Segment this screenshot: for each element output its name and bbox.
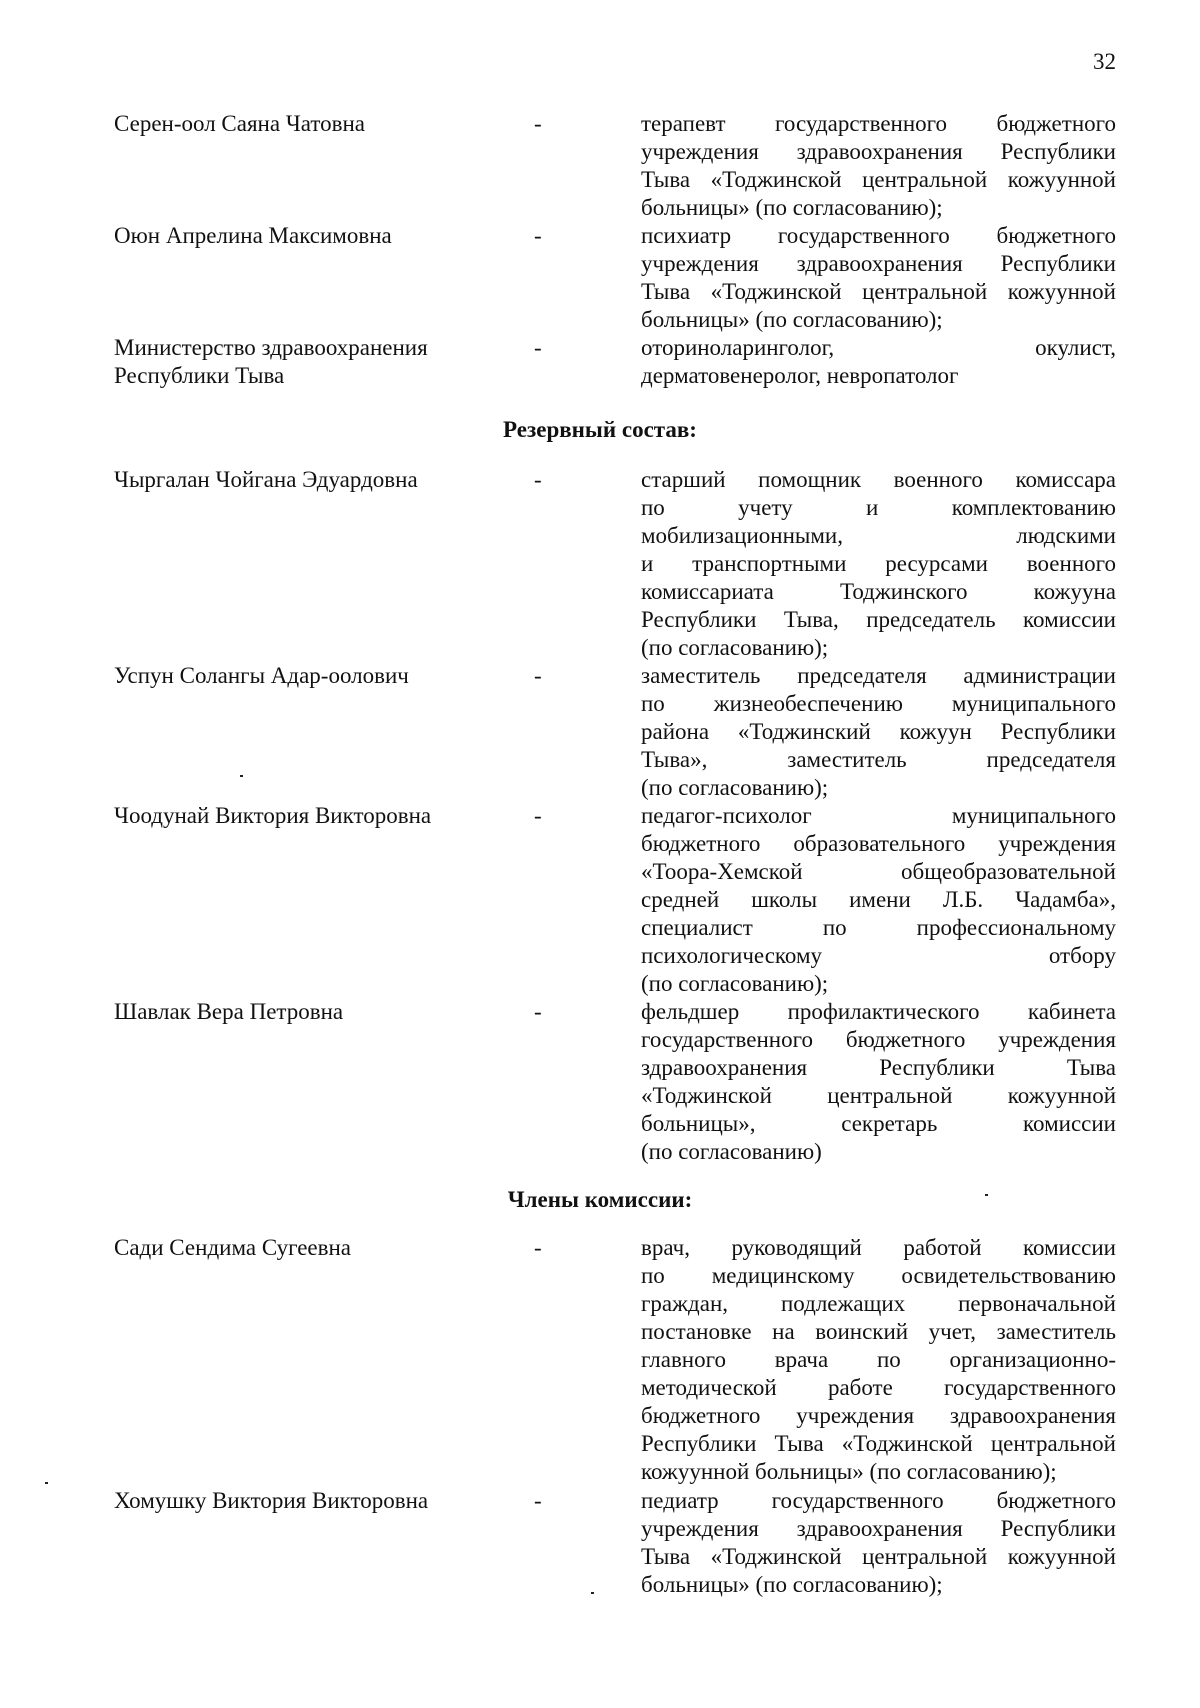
member-name-line: Республики Тыва bbox=[114, 363, 285, 388]
description-line: больницы» (по согласованию); bbox=[641, 195, 943, 220]
description-line: терапевт государственного бюджетного bbox=[641, 111, 1116, 136]
description-line: специалист по профессиональному bbox=[641, 915, 1116, 940]
description-line: (по согласованию); bbox=[641, 971, 829, 996]
description-line: Республики Тыва, председатель комиссии bbox=[641, 607, 1116, 632]
description-line: методической работе государственного bbox=[641, 1375, 1116, 1400]
description-line: кожуунной больницы» (по согласованию); bbox=[641, 1459, 1057, 1484]
member-name bbox=[114, 110, 494, 138]
member-description bbox=[641, 334, 1116, 390]
dash-separator: - bbox=[534, 335, 542, 360]
member-name-line: Серен-оол Саяна Чатовна bbox=[114, 111, 366, 136]
description-line: по медицинскому освидетельствованию bbox=[641, 1263, 1116, 1288]
member-description bbox=[641, 802, 1116, 998]
reserve-section-heading: Резервный состав: bbox=[503, 417, 697, 442]
member-description bbox=[641, 1487, 1116, 1599]
description-line: здравоохранения Республики Тыва bbox=[641, 1055, 1116, 1080]
member-description bbox=[641, 662, 1116, 802]
description-line: дерматовенеролог, невропатолог bbox=[641, 363, 959, 388]
member-name bbox=[114, 998, 494, 1026]
description-line: главного врача по организационно- bbox=[641, 1347, 1116, 1372]
member-description bbox=[641, 1234, 1116, 1486]
dash-separator: - bbox=[534, 663, 542, 688]
member-name bbox=[114, 334, 494, 390]
description-line: врач, руководящий работой комиссии bbox=[641, 1235, 1116, 1260]
page-number: 32 bbox=[1093, 49, 1116, 74]
description-line: и транспортными ресурсами военного bbox=[641, 551, 1116, 576]
description-line: «Тоора-Хемской общеобразовательной bbox=[641, 859, 1116, 884]
description-line: заместитель председателя администрации bbox=[641, 663, 1116, 688]
dash-separator: - bbox=[534, 803, 542, 828]
dash-separator: - bbox=[534, 999, 542, 1024]
description-line: постановке на воинский учет, заместитель bbox=[641, 1319, 1116, 1344]
description-line: района «Тоджинский кожуун Республики bbox=[641, 719, 1116, 744]
description-line: педагог-психолог муниципального bbox=[641, 803, 1116, 828]
member-name-line: Оюн Апрелина Максимовна bbox=[114, 223, 392, 248]
scan-speck bbox=[240, 775, 243, 777]
description-line: Республики Тыва «Тоджинской центральной bbox=[641, 1431, 1116, 1456]
member-description bbox=[641, 466, 1116, 662]
scan-speck bbox=[45, 1482, 48, 1484]
description-line: комиссариата Тоджинского кожууна bbox=[641, 579, 1116, 604]
dash-separator: - bbox=[534, 111, 542, 136]
description-line: (по согласованию) bbox=[641, 1139, 822, 1164]
description-line: средней школы имени Л.Б. Чадамба», bbox=[641, 887, 1116, 912]
description-line: государственного бюджетного учреждения bbox=[641, 1027, 1116, 1052]
member-name bbox=[114, 1234, 494, 1262]
description-line: старший помощник военного комиссара bbox=[641, 467, 1116, 492]
member-name-line: Хомушку Виктория Викторовна bbox=[114, 1488, 429, 1513]
commission-section-heading: Члены комиссии: bbox=[507, 1187, 693, 1212]
description-line: по учету и комплектованию bbox=[641, 495, 1116, 520]
description-line: Тыва «Тоджинской центральной кожуунной bbox=[641, 279, 1116, 304]
dash-separator: - bbox=[534, 467, 542, 492]
member-name-line: Чоодунай Виктория Викторовна bbox=[114, 803, 432, 828]
description-line: больницы» (по согласованию); bbox=[641, 307, 943, 332]
description-line: Тыва «Тоджинской центральной кожуунной bbox=[641, 1544, 1116, 1569]
member-name bbox=[114, 802, 494, 830]
scan-speck bbox=[985, 1194, 988, 1196]
description-line: Тыва», заместитель председателя bbox=[641, 747, 1116, 772]
member-name-line: Успун Солангы Адар-оолович bbox=[114, 663, 409, 688]
member-name-line: Чыргалан Чойгана Эдуардовна bbox=[114, 467, 418, 492]
description-line: оториноларинголог, окулист, bbox=[641, 335, 1116, 360]
member-description bbox=[641, 110, 1116, 222]
scan-speck bbox=[591, 1592, 594, 1594]
description-line: фельдшер профилактического кабинета bbox=[641, 999, 1116, 1024]
member-name-line: Шавлак Вера Петровна bbox=[114, 999, 344, 1024]
description-line: Тыва «Тоджинской центральной кожуунной bbox=[641, 167, 1116, 192]
description-line: учреждения здравоохранения Республики bbox=[641, 251, 1116, 276]
description-line: психиатр государственного бюджетного bbox=[641, 223, 1116, 248]
dash-separator: - bbox=[534, 1488, 542, 1513]
dash-separator: - bbox=[534, 1235, 542, 1260]
description-line: мобилизационными, людскими bbox=[641, 523, 1116, 548]
member-name bbox=[114, 222, 494, 250]
description-line: граждан, подлежащих первоначальной bbox=[641, 1291, 1116, 1316]
description-line: по жизнеобеспечению муниципального bbox=[641, 691, 1116, 716]
member-description bbox=[641, 998, 1116, 1166]
member-description bbox=[641, 222, 1116, 334]
description-line: бюджетного учреждения здравоохранения bbox=[641, 1403, 1116, 1428]
member-name-line: Министерство здравоохранения bbox=[114, 335, 428, 360]
description-line: (по согласованию); bbox=[641, 775, 829, 800]
description-line: учреждения здравоохранения Республики bbox=[641, 1516, 1116, 1541]
member-name bbox=[114, 662, 494, 690]
member-name-line: Сади Сендима Сугеевна bbox=[114, 1235, 352, 1260]
description-line: больницы», секретарь комиссии bbox=[641, 1111, 1116, 1136]
description-line: педиатр государственного бюджетного bbox=[641, 1488, 1116, 1513]
description-line: больницы» (по согласованию); bbox=[641, 1572, 943, 1597]
description-line: (по согласованию); bbox=[641, 635, 829, 660]
description-line: бюджетного образовательного учреждения bbox=[641, 831, 1116, 856]
description-line: учреждения здравоохранения Республики bbox=[641, 139, 1116, 164]
member-name bbox=[114, 466, 494, 494]
dash-separator: - bbox=[534, 223, 542, 248]
description-line: «Тоджинской центральной кожуунной bbox=[641, 1083, 1116, 1108]
description-line: психологическому отбору bbox=[641, 943, 1116, 968]
member-name bbox=[114, 1487, 494, 1515]
